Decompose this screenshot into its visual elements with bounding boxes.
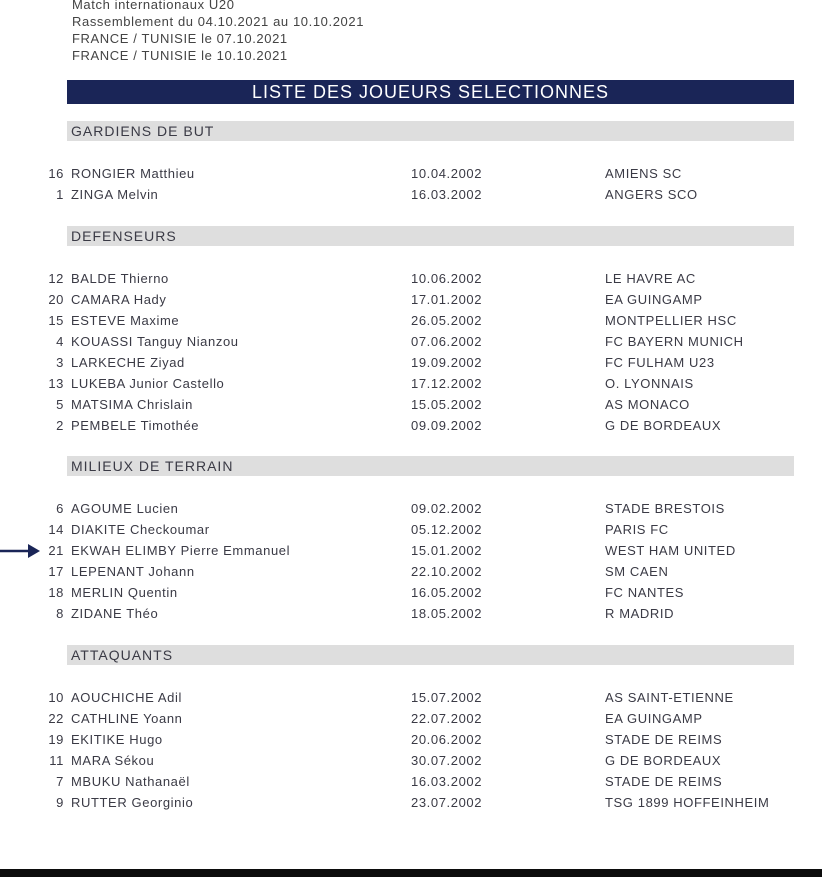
bottom-divider [0,869,822,877]
player-dob: 15.07.2002 [411,690,483,705]
player-row [0,561,822,582]
player-dob: 15.01.2002 [411,543,483,558]
player-club: ANGERS SCO [605,187,698,202]
player-name: EKWAH ELIMBY Pierre Emmanuel [71,543,291,558]
player-row [0,519,822,540]
player-dob: 19.09.2002 [411,355,483,370]
player-number: 3 [56,355,64,370]
player-number: 19 [48,732,64,747]
player-number: 2 [56,418,64,433]
player-number: 17 [48,564,64,579]
player-name: PEMBELE Timothée [71,418,200,433]
player-club: STADE BRESTOIS [605,501,725,516]
player-name: LEPENANT Johann [71,564,195,579]
player-club: TSG 1899 HOFFEINHEIM [605,795,770,810]
player-club: AMIENS SC [605,166,682,181]
player-row [0,750,822,771]
player-name: MBUKU Nathanaël [71,774,190,789]
player-row [0,310,822,331]
player-club: FC BAYERN MUNICH [605,334,744,349]
player-number: 14 [48,522,64,537]
player-name: KOUASSI Tanguy Nianzou [71,334,239,349]
player-number: 8 [56,606,64,621]
player-row [0,687,822,708]
player-number: 21 [48,543,64,558]
player-row [0,729,822,750]
player-number: 22 [48,711,64,726]
player-number: 18 [48,585,64,600]
section-header-defenseurs [67,226,794,246]
section-header-attaquants [67,645,794,665]
header-line-match-2: FRANCE / TUNISIE le 10.10.2021 [72,48,288,63]
player-number: 13 [48,376,64,391]
player-name: MARA Sékou [71,753,155,768]
player-dob: 17.01.2002 [411,292,483,307]
player-row [0,331,822,352]
player-dob: 18.05.2002 [411,606,483,621]
player-row-highlighted [0,540,822,561]
player-number: 1 [56,187,64,202]
player-dob: 16.03.2002 [411,774,483,789]
player-row [0,184,822,205]
player-dob: 16.05.2002 [411,585,483,600]
player-dob: 30.07.2002 [411,753,483,768]
player-name: MATSIMA Chrislain [71,397,193,412]
player-number: 6 [56,501,64,516]
player-club: FC NANTES [605,585,685,600]
match-header [72,0,364,64]
section-header-gardiens [67,121,794,141]
player-dob: 22.07.2002 [411,711,483,726]
player-row [0,771,822,792]
arrow-right-icon [0,542,40,560]
player-club: STADE DE REIMS [605,774,723,789]
section-label: GARDIENS DE BUT [71,123,215,139]
player-name: AGOUME Lucien [71,501,179,516]
player-row [0,394,822,415]
player-dob: 23.07.2002 [411,795,483,810]
player-row [0,289,822,310]
player-dob: 17.12.2002 [411,376,483,391]
player-club: O. LYONNAIS [605,376,694,391]
player-name: EKITIKE Hugo [71,732,163,747]
player-name: CAMARA Hady [71,292,167,307]
player-dob: 07.06.2002 [411,334,483,349]
player-number: 4 [56,334,64,349]
player-dob: 26.05.2002 [411,313,483,328]
player-club: PARIS FC [605,522,669,537]
player-name: ESTEVE Maxime [71,313,180,328]
player-row [0,352,822,373]
player-dob: 09.02.2002 [411,501,483,516]
player-number: 16 [48,166,64,181]
player-number: 5 [56,397,64,412]
player-row [0,373,822,394]
player-dob: 16.03.2002 [411,187,483,202]
player-row [0,163,822,184]
player-number: 15 [48,313,64,328]
player-row [0,792,822,813]
player-name: BALDE Thierno [71,271,169,286]
player-dob: 22.10.2002 [411,564,483,579]
player-club: AS MONACO [605,397,690,412]
player-name: DIAKITE Checkoumar [71,522,210,537]
player-name: ZINGA Melvin [71,187,159,202]
player-club: FC FULHAM U23 [605,355,715,370]
header-line-match-1: FRANCE / TUNISIE le 07.10.2021 [72,31,288,46]
player-row [0,268,822,289]
header-line-competition: Match internationaux U20 [72,0,235,12]
header-line-dates: Rassemblement du 04.10.2021 au 10.10.2021 [72,14,365,29]
section-label: DEFENSEURS [71,228,177,244]
player-dob: 10.06.2002 [411,271,483,286]
player-number: 11 [49,753,64,768]
section-label: MILIEUX DE TERRAIN [71,458,234,474]
player-club: G DE BORDEAUX [605,753,722,768]
player-name: MERLIN Quentin [71,585,178,600]
player-row [0,708,822,729]
player-dob: 09.09.2002 [411,418,483,433]
player-name: RONGIER Matthieu [71,166,195,181]
player-name: LARKECHE Ziyad [71,355,185,370]
player-club: STADE DE REIMS [605,732,723,747]
section-header-milieux [67,456,794,476]
player-club: EA GUINGAMP [605,711,703,726]
player-name: LUKEBA Junior Castello [71,376,225,391]
player-club: R MADRID [605,606,675,621]
player-row [0,415,822,436]
player-club: AS SAINT-ETIENNE [605,690,734,705]
player-number: 10 [48,690,64,705]
player-row [0,498,822,519]
page-title: LISTE DES JOUEURS SELECTIONNES [67,80,794,104]
player-name: AOUCHICHE Adil [71,690,182,705]
player-row [0,603,822,624]
player-name: ZIDANE Théo [71,606,159,621]
player-name: RUTTER Georginio [71,795,194,810]
player-dob: 10.04.2002 [411,166,483,181]
player-dob: 05.12.2002 [411,522,483,537]
section-label: ATTAQUANTS [71,647,174,663]
player-row [0,582,822,603]
player-dob: 20.06.2002 [411,732,483,747]
player-dob: 15.05.2002 [411,397,483,412]
player-club: MONTPELLIER HSC [605,313,737,328]
player-number: 7 [56,774,64,789]
player-name: CATHLINE Yoann [71,711,183,726]
player-number: 12 [48,271,64,286]
player-club: WEST HAM UNITED [605,543,736,558]
player-club: EA GUINGAMP [605,292,703,307]
player-club: LE HAVRE AC [605,271,696,286]
player-club: SM CAEN [605,564,669,579]
player-number: 20 [48,292,64,307]
player-club: G DE BORDEAUX [605,418,722,433]
player-number: 9 [56,795,64,810]
